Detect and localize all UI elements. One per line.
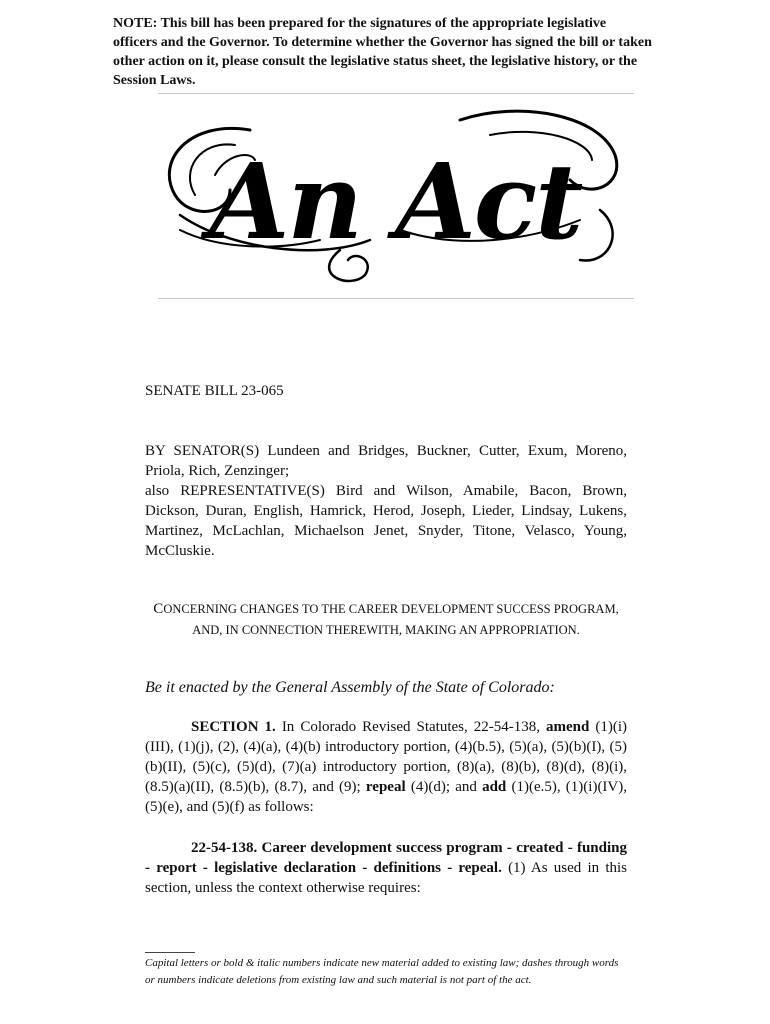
added-provisions: (1)(e.5), (1)(i)(IV), (5)(e), and (5)(f) as follows: bbox=[145, 779, 628, 815]
section-1-label: SECTION 1. bbox=[191, 719, 276, 735]
enacting-clause: Be it enacted by the General Assembly of the State of Colorado: bbox=[145, 679, 555, 696]
concerning-clause bbox=[145, 599, 627, 641]
sponsors bbox=[145, 441, 627, 561]
amend-keyword: amend bbox=[546, 719, 590, 735]
bottom-divider bbox=[158, 298, 634, 299]
an-act-flourish bbox=[160, 100, 630, 290]
add-keyword: add bbox=[482, 779, 507, 795]
statute-section-heading bbox=[145, 838, 627, 898]
footnote-divider bbox=[145, 952, 195, 953]
section-1-intro: In Colorado Revised Statutes, 22-54-138, bbox=[281, 719, 540, 735]
top-divider bbox=[158, 93, 634, 94]
concerning-initial: C bbox=[153, 601, 164, 617]
statute-section-text: (1) As used in this section, unless the context otherwise requires: bbox=[145, 860, 628, 896]
amended-provisions: (1)(i)(III), (1)(j), (2), (4)(a), (4)(b) introductory portion, (4)(b.5), (5)(a), (5)(b)(I), (5)(b)(II), (5)(c), (5)(d), (7)(a) introductory portion, (8)(a), (8)(b), (8)(d), (8)(i), (8.5)(a)(II), (8.5)(b), (8.7), and (9); bbox=[145, 719, 628, 795]
statute-section-title: 22-54-138. Career development success program - created - funding - report - legislative declaration - definitions - repeal. bbox=[145, 840, 627, 876]
concerning-text: ONCERNING CHANGES TO THE CAREER DEVELOPMENT SUCCESS PROGRAM, AND, IN CONNECTION THEREWITH, MAKING AN APPROPRIATION. bbox=[163, 602, 619, 637]
section-1 bbox=[145, 717, 627, 817]
an-act-title: An Act bbox=[208, 140, 582, 263]
bill-number: SENATE BILL 23-065 bbox=[145, 383, 284, 399]
repeal-keyword: repeal bbox=[365, 779, 406, 795]
repealed-provisions: (4)(d); and bbox=[410, 779, 477, 795]
senate-sponsors: BY SENATOR(S) Lundeen and Bridges, Buckner, Cutter, Exum, Moreno, Priola, Rich, Zenzinger; bbox=[145, 443, 627, 479]
house-sponsors: also REPRESENTATIVE(S) Bird and Wilson, Amabile, Bacon, Brown, Dickson, Duran, English, Hamrick, Herod, Joseph, Lieder, Lindsay, Lukens, Martinez, McLachlan, Michaelson Jenet, Snyder, Titone, Velasco, Young, McCluskie. bbox=[145, 483, 627, 559]
legislative-note: NOTE: This bill has been prepared for the signatures of the appropriate legislative officers and the Governor. To determine whether the Governor has signed the bill or taken other action on it, please consult the legislative status sheet, the legislative history, or the Session Laws. bbox=[113, 16, 652, 88]
an-act-emblem bbox=[160, 100, 630, 290]
footnote: Capital letters or bold & italic numbers indicate new material added to existing law; dashes through words or numbers indicate deletions from existing law and such material is not part of the act. bbox=[145, 957, 619, 986]
